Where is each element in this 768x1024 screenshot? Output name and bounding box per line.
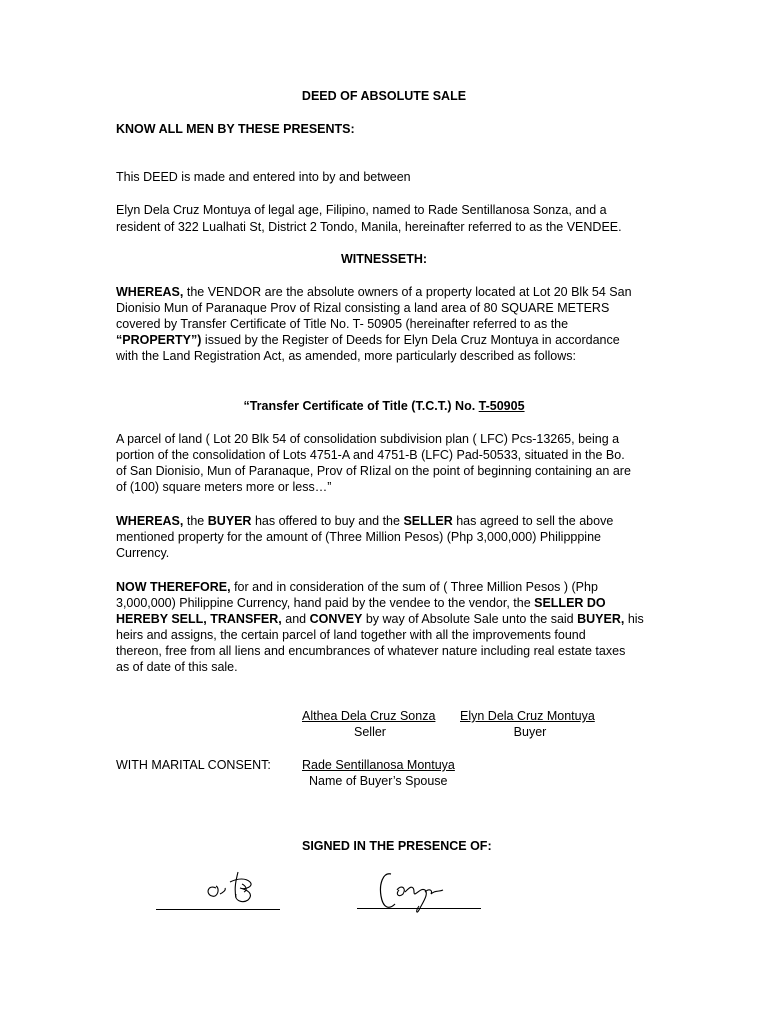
- witness-signature-1: [150, 860, 290, 920]
- whereas1-line-4: “PROPERTY”) issued by the Register of Deeds for Elyn Dela Cruz Montuya in accordance: [116, 333, 620, 347]
- parcel-line-2: portion of the consolidation of Lots 4751-A and 4751-B (LFC) Pad-50533, situated in the Bo.: [116, 448, 625, 462]
- now-therefore-line-6: as of date of this sale.: [116, 660, 238, 674]
- whereas2-line-2: mentioned property for the amount of (Three Million Pesos) (Php 3,000,000) Philipppine: [116, 530, 601, 544]
- witness-signature-line-2: [357, 908, 481, 909]
- whereas1-line-2: Dionisio Mun of Paranaque Prov of Rizal consisting a land area of 80 SQUARE METERS: [116, 301, 610, 315]
- witness-heading: SIGNED IN THE PRESENCE OF:: [302, 839, 492, 853]
- know-all-heading: KNOW ALL MEN BY THESE PRESENTS:: [116, 122, 355, 136]
- now-therefore-line-2: 3,000,000) Philippine Currency, hand paid by the vendee to the vendor, the SELLER DO: [116, 596, 606, 610]
- now-therefore-line-5: thereon, free from all liens and encumbrances of whatever nature including real estate taxes: [116, 644, 626, 658]
- parties-line-1: Elyn Dela Cruz Montuya of legal age, Filipino, named to Rade Sentillanosa Sonza, and a: [116, 203, 607, 217]
- tct-heading: “Transfer Certificate of Title (T.C.T.) No. T-50905: [243, 399, 525, 413]
- parcel-line-1: A parcel of land ( Lot 20 Blk 54 of consolidation subdivision plan ( LFC) Pcs-13265, being a: [116, 432, 620, 446]
- spouse-role: Name of Buyer’s Spouse: [309, 774, 448, 788]
- whereas1-line-5: with the Land Registration Act, as amended, more particularly described as follows:: [116, 349, 576, 363]
- witness-signature-line-1: [156, 909, 280, 910]
- parcel-line-3: of San Dionisio, Mun of Paranaque, Prov of RIizal on the point of beginning containing an are: [116, 464, 631, 478]
- buyer-role: Buyer: [513, 725, 547, 739]
- whereas1-line-1: WHEREAS, the VENDOR are the absolute owners of a property located at Lot 20 Blk 54 San: [116, 285, 632, 299]
- intro-line: This DEED is made and entered into by and between: [116, 170, 411, 184]
- whereas2-line-1: WHEREAS, the BUYER has offered to buy and the SELLER has agreed to sell the above: [116, 514, 614, 528]
- seller-role: Seller: [354, 725, 386, 739]
- witnesseth-heading: WITNESSETH:: [340, 252, 428, 266]
- now-therefore-line-4: heirs and assigns, the certain parcel of land together with all the improvements found: [116, 628, 586, 642]
- now-therefore-line-3: HEREBY SELL, TRANSFER, and CONVEY by way of Absolute Sale unto the said BUYER, his: [116, 612, 644, 626]
- witness-signature-2: [355, 860, 495, 920]
- parcel-line-4: of (100) square meters more or less…”: [116, 480, 332, 494]
- spouse-name: Rade Sentillanosa Montuya: [302, 758, 455, 772]
- document-title: DEED OF ABSOLUTE SALE: [301, 89, 467, 103]
- now-therefore-line-1: NOW THEREFORE, for and in consideration of the sum of ( Three Million Pesos ) (Php: [116, 580, 598, 594]
- whereas1-line-3: covered by Transfer Certificate of Title No. T- 50905 (hereinafter referred to as the: [116, 317, 569, 331]
- buyer-name: Elyn Dela Cruz Montuya: [460, 709, 595, 723]
- whereas2-line-3: Currency.: [116, 546, 170, 560]
- marital-consent-label: WITH MARITAL CONSENT:: [116, 758, 271, 772]
- seller-name: Althea Dela Cruz Sonza: [302, 709, 436, 723]
- parties-line-2: resident of 322 Lualhati St, District 2 Tondo, Manila, hereinafter referred to as the VENDEE.: [116, 220, 622, 234]
